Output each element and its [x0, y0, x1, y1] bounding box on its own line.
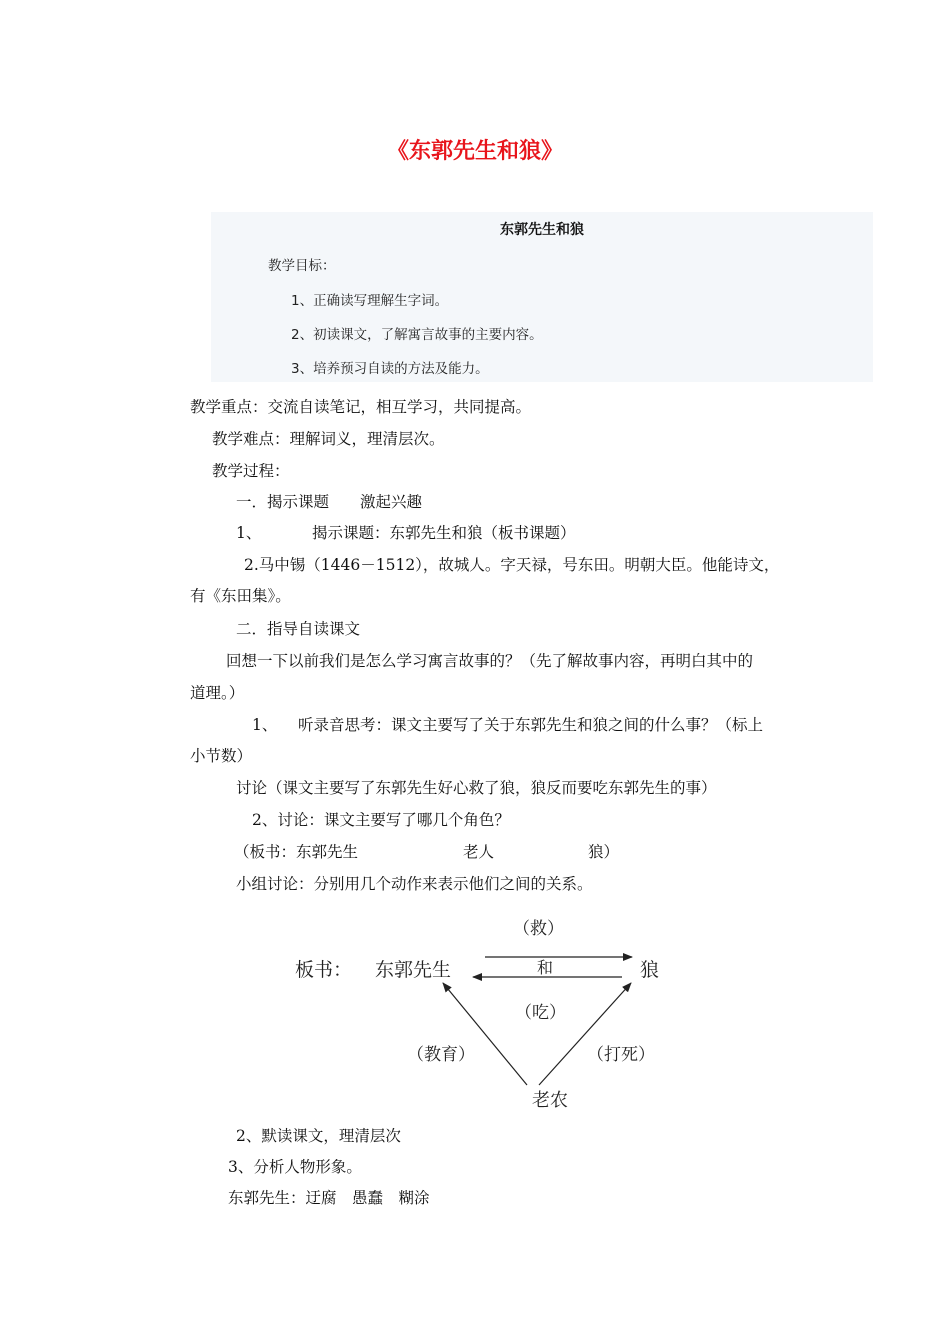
discuss2-line: 2、讨论：课文主要写了哪几个角色？ [252, 811, 510, 829]
board-open: （板书：东郭先生 [234, 843, 359, 861]
diagram-eat-label: （吃） [515, 1003, 566, 1023]
analyze-characters: 3、分析人物形象。 [228, 1158, 362, 1176]
process-heading: 教学过程： [212, 462, 290, 480]
diagram-board-label: 板书： [295, 959, 353, 981]
board-wolf: 狼） [588, 843, 620, 861]
diagram-wolf: 狼 [640, 959, 660, 981]
diagram-and-label: 和 [537, 958, 554, 977]
step1-item1-text: 揭示课题：东郭先生和狼（板书课题） [312, 524, 576, 542]
objective-item: 2、初读课文，了解寓言故事的主要内容。 [291, 327, 543, 343]
step1-item2-line2: 有《东田集》。 [190, 587, 291, 605]
objective-item: 3、培养预习自读的方法及能力。 [291, 361, 489, 377]
difficulty: 教学难点：理解词义，理清层次。 [212, 430, 445, 448]
diagram-farmer: 老农 [532, 1090, 568, 1111]
diagram-educate-label: （教育） [407, 1045, 475, 1065]
page-title: 《东郭先生和狼》 [386, 139, 563, 164]
objective-item: 1、正确读写理解生字词。 [291, 293, 449, 309]
step2-heading: 二．指导自读课文 [236, 620, 361, 638]
listen-num: 1、 [252, 716, 278, 734]
recall-line2: 道理。） [190, 684, 245, 702]
educate-arrow [443, 983, 527, 1085]
silent-reading: 2、默读课文，理清层次 [236, 1127, 401, 1145]
key-point: 教学重点：交流自读笔记，相互学习，共同提高。 [190, 398, 532, 416]
diagram-mr-dongguo: 东郭先生 [375, 959, 452, 981]
group-discussion: 小组讨论：分别用几个动作来表示他们之间的关系。 [236, 875, 593, 893]
step1-heading: 一．揭示课题 激起兴趣 [236, 493, 423, 511]
listen-line2: 小节数） [190, 747, 253, 765]
objectives-label: 教学目标： [268, 258, 336, 274]
box-title: 东郭先生和狼 [500, 222, 584, 238]
diagram-kill-label: （打死） [587, 1045, 655, 1065]
dongguo-traits: 东郭先生：迂腐 愚蠢 糊涂 [228, 1189, 430, 1207]
recall-line1: 回想一下以前我们是怎么学习寓言故事的？（先了解故事内容，再明白其中的 [226, 652, 754, 670]
discuss-line: 讨论（课文主要写了东郭先生好心救了狼，狼反而要吃东郭先生的事） [236, 779, 717, 797]
step1-item2-line1: 2.马中锡（1446－1512），故城人。字天禄，号东田。明朝大臣。他能诗文， [244, 556, 780, 574]
kill-arrow [539, 983, 631, 1085]
step1-item1-num: 1、 [236, 524, 262, 542]
diagram-save-label: （救） [513, 919, 564, 939]
relationship-diagram [295, 910, 675, 1115]
board-old: 老人 [463, 843, 495, 861]
listen-line1: 听录音思考：课文主要写了关于东郭先生和狼之间的什么事？（标上 [298, 716, 764, 734]
